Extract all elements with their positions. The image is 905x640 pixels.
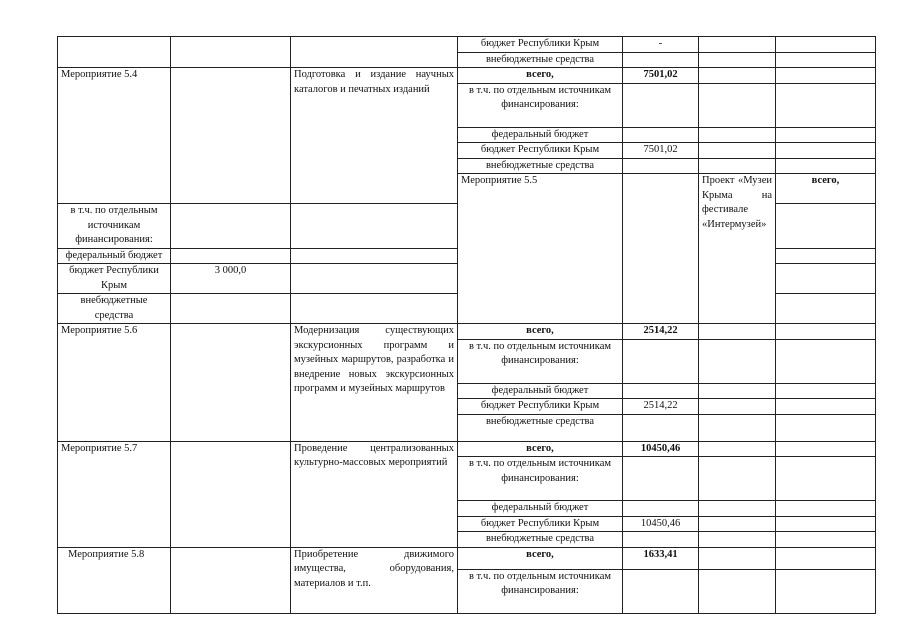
source-extra: внебюджетные средства — [458, 158, 623, 174]
empty-cell — [699, 158, 776, 174]
value-crimea: 7501,02 — [623, 143, 699, 159]
measure-name: Мероприятие 5.8 — [58, 547, 171, 613]
empty-cell — [623, 414, 699, 441]
empty-cell — [171, 294, 291, 324]
value-total: 2514,22 — [623, 324, 699, 340]
empty-cell — [623, 457, 699, 501]
empty-cell — [776, 52, 876, 68]
measure-name: Мероприятие 5.4 — [58, 68, 171, 204]
value-crimea: 3 000,0 — [171, 264, 291, 294]
empty-cell — [776, 457, 876, 501]
value-crimea: 2514,22 — [623, 399, 699, 415]
empty-cell — [776, 158, 876, 174]
source-crimea: бюджет Республики Крым — [458, 399, 623, 415]
empty-cell — [623, 501, 699, 517]
measure-description: Модернизация существующих экскурсионных программ и музейных маршрутов, разработка и внедрение новых экскурсионных программ и музейных маршрутов — [291, 324, 458, 442]
executor-cell — [171, 68, 291, 204]
source-extra: внебюджетные средства — [58, 294, 171, 324]
table-row — [58, 37, 876, 53]
empty-cell — [699, 52, 776, 68]
empty-cell — [776, 37, 876, 53]
source-crimea: бюджет Республики Крым — [58, 264, 171, 294]
measure-description: Приобретение движимого имущества, оборудования, материалов и т.п. — [291, 547, 458, 613]
measure-name: Мероприятие 5.6 — [58, 324, 171, 442]
source-total: всего, — [458, 441, 623, 457]
empty-cell — [776, 264, 876, 294]
table-row — [58, 68, 876, 84]
empty-cell — [776, 441, 876, 457]
empty-cell — [291, 294, 458, 324]
executor-cell — [171, 547, 291, 613]
source-incl: в т.ч. по отдельным источникам финансирования: — [58, 204, 171, 249]
measure-name: Мероприятие 5.7 — [58, 441, 171, 547]
empty-cell — [776, 248, 876, 264]
empty-cell — [623, 127, 699, 143]
empty-cell — [776, 339, 876, 383]
empty-cell — [699, 324, 776, 340]
source-extra: внебюджетные средства — [458, 52, 623, 68]
empty-cell — [776, 414, 876, 441]
source-total: всего, — [776, 174, 876, 204]
empty-cell — [699, 569, 776, 613]
value-extra — [623, 52, 699, 68]
source-federal: федеральный бюджет — [58, 248, 171, 264]
executor-cell — [171, 37, 291, 68]
empty-cell — [623, 569, 699, 613]
empty-cell — [776, 143, 876, 159]
source-incl: в т.ч. по отдельным источникам финансирования: — [458, 457, 623, 501]
empty-cell — [699, 441, 776, 457]
empty-cell — [699, 68, 776, 84]
source-total: всего, — [458, 68, 623, 84]
empty-cell — [699, 501, 776, 517]
table-row — [58, 324, 876, 340]
description-cell — [291, 37, 458, 68]
measure-description: Подготовка и издание научных каталогов и печатных изданий — [291, 68, 458, 204]
empty-cell — [776, 127, 876, 143]
empty-cell — [776, 383, 876, 399]
empty-cell — [623, 83, 699, 127]
empty-cell — [699, 83, 776, 127]
empty-cell — [776, 204, 876, 249]
value-crimea: 10450,46 — [623, 516, 699, 532]
source-federal: федеральный бюджет — [458, 127, 623, 143]
empty-cell — [699, 457, 776, 501]
empty-cell — [776, 294, 876, 324]
empty-cell — [623, 158, 699, 174]
source-crimea: бюджет Республики Крым — [458, 143, 623, 159]
table-row — [58, 547, 876, 569]
source-extra: внебюджетные средства — [458, 532, 623, 548]
empty-cell — [776, 501, 876, 517]
empty-cell — [623, 383, 699, 399]
value-total: 7501,02 — [623, 68, 699, 84]
value-crimea: - — [623, 37, 699, 53]
source-incl: в т.ч. по отдельным источникам финансирования: — [458, 339, 623, 383]
empty-cell — [776, 324, 876, 340]
empty-cell — [291, 264, 458, 294]
source-crimea: бюджет Республики Крым — [458, 516, 623, 532]
source-federal: федеральный бюджет — [458, 501, 623, 517]
budget-table-page — [57, 36, 875, 614]
empty-cell — [699, 37, 776, 53]
empty-cell — [776, 547, 876, 569]
empty-cell — [776, 68, 876, 84]
executor-cell — [171, 441, 291, 547]
executor-cell — [623, 174, 699, 324]
empty-cell — [699, 399, 776, 415]
source-federal: федеральный бюджет — [458, 383, 623, 399]
source-crimea: бюджет Республики Крым — [458, 37, 623, 53]
source-incl: в т.ч. по отдельным источникам финансирования: — [458, 83, 623, 127]
empty-cell — [776, 399, 876, 415]
value-total: 10450,46 — [623, 441, 699, 457]
measure-name: Мероприятие 5.5 — [458, 174, 623, 324]
empty-cell — [699, 414, 776, 441]
source-total: всего, — [458, 324, 623, 340]
executor-cell — [171, 324, 291, 442]
name-cell — [58, 37, 171, 68]
empty-cell — [699, 127, 776, 143]
empty-cell — [623, 339, 699, 383]
source-incl: в т.ч. по отдельным источникам финансирования: — [458, 569, 623, 613]
empty-cell — [776, 83, 876, 127]
empty-cell — [291, 204, 458, 249]
empty-cell — [776, 516, 876, 532]
source-total: всего, — [458, 547, 623, 569]
budget-table — [57, 36, 876, 614]
empty-cell — [171, 248, 291, 264]
empty-cell — [699, 383, 776, 399]
empty-cell — [699, 532, 776, 548]
measure-description: Проект «Музеи Крыма на фестивале «Интермузей» — [699, 174, 776, 324]
table-row — [58, 441, 876, 457]
value-total: 1633,41 — [623, 547, 699, 569]
empty-cell — [291, 248, 458, 264]
empty-cell — [699, 516, 776, 532]
source-extra: внебюджетные средства — [458, 414, 623, 441]
empty-cell — [776, 532, 876, 548]
empty-cell — [699, 547, 776, 569]
empty-cell — [171, 204, 291, 249]
empty-cell — [776, 569, 876, 613]
empty-cell — [699, 339, 776, 383]
empty-cell — [699, 143, 776, 159]
measure-description: Проведение централизованных культурно-массовых мероприятий — [291, 441, 458, 547]
empty-cell — [623, 532, 699, 548]
